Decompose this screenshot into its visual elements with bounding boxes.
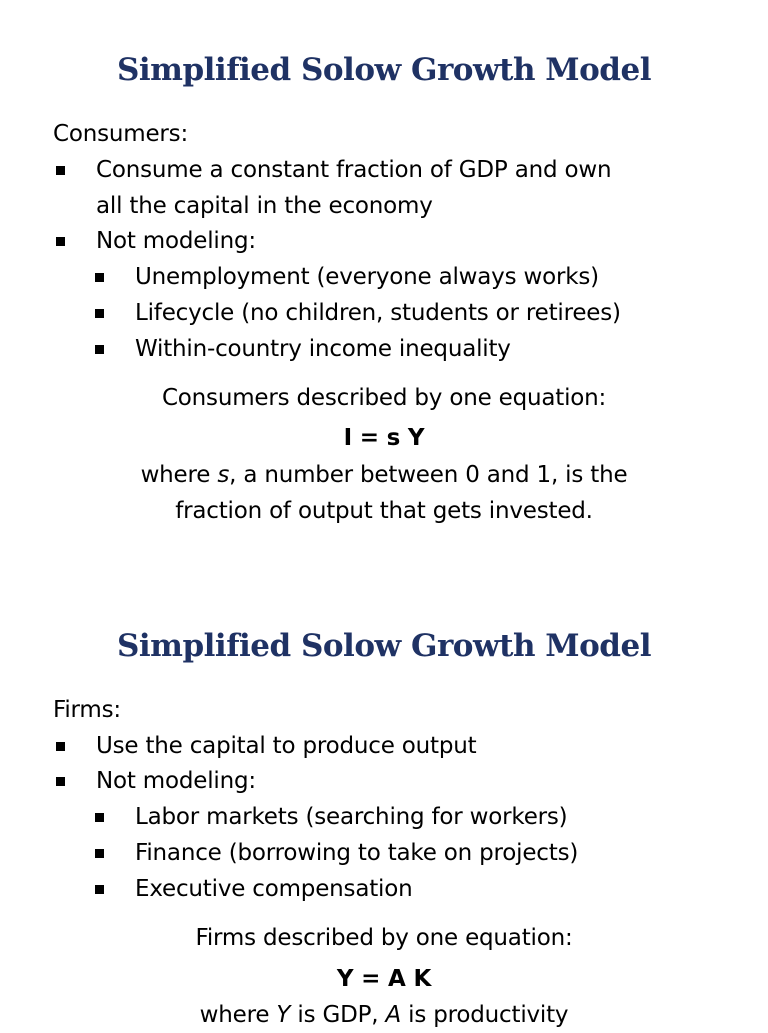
section-heading: Firms: (53, 697, 121, 723)
slide-title: Simplified Solow Growth Model (117, 628, 651, 664)
slide-firms (0, 576, 768, 1028)
explanation-text: where (140, 462, 218, 488)
bullet-item-continuation: all the capital in the economy (96, 193, 433, 219)
explanation-variable: s (217, 462, 230, 488)
bullet-item: Use the capital to produce output (96, 733, 477, 759)
equation: Y = A K (336, 966, 432, 992)
sub-bullet-marker (95, 309, 104, 318)
sub-bullet-item: Executive compensation (135, 876, 413, 902)
bullet-item: Not modeling: (96, 228, 256, 254)
equation-intro: Consumers described by one equation: (161, 385, 607, 411)
equation-intro: Firms described by one equation: (195, 925, 573, 951)
sub-bullet-marker (95, 273, 104, 282)
sub-bullet-marker (95, 813, 104, 822)
sub-bullet-item: Lifecycle (no children, students or retirees) (135, 300, 621, 326)
sub-bullet-item: Labor markets (searching for workers) (135, 804, 568, 830)
explanation-variable: Y (276, 1002, 291, 1028)
sub-bullet-item: Finance (borrowing to take on projects) (135, 840, 579, 866)
explanation-variable: A (385, 1002, 402, 1028)
bullet-marker (56, 777, 65, 786)
bullet-marker (56, 166, 65, 175)
slide-title: Simplified Solow Growth Model (117, 52, 651, 88)
equation: I = s Y (343, 425, 425, 451)
equation-explanation-continuation: fraction of output that gets invested. (175, 498, 593, 524)
bullet-item: Not modeling: (96, 768, 256, 794)
bullet-marker (56, 742, 65, 751)
bullet-item: Consume a constant fraction of GDP and own (96, 157, 612, 183)
explanation-text: is productivity (401, 1002, 569, 1028)
sub-bullet-item: Unemployment (everyone always works) (135, 264, 599, 290)
sub-bullet-marker (95, 849, 104, 858)
sub-bullet-item: Within-country income inequality (135, 336, 511, 362)
bullet-marker (56, 237, 65, 246)
explanation-text: where (199, 1002, 277, 1028)
section-heading: Consumers: (53, 121, 189, 147)
explanation-text: , a number between 0 and 1, is the (229, 462, 628, 488)
explanation-text: is GDP, (290, 1002, 386, 1028)
sub-bullet-marker (95, 885, 104, 894)
equation-explanation (0, 997, 768, 1033)
sub-bullet-marker (95, 345, 104, 354)
equation-explanation (0, 457, 768, 493)
